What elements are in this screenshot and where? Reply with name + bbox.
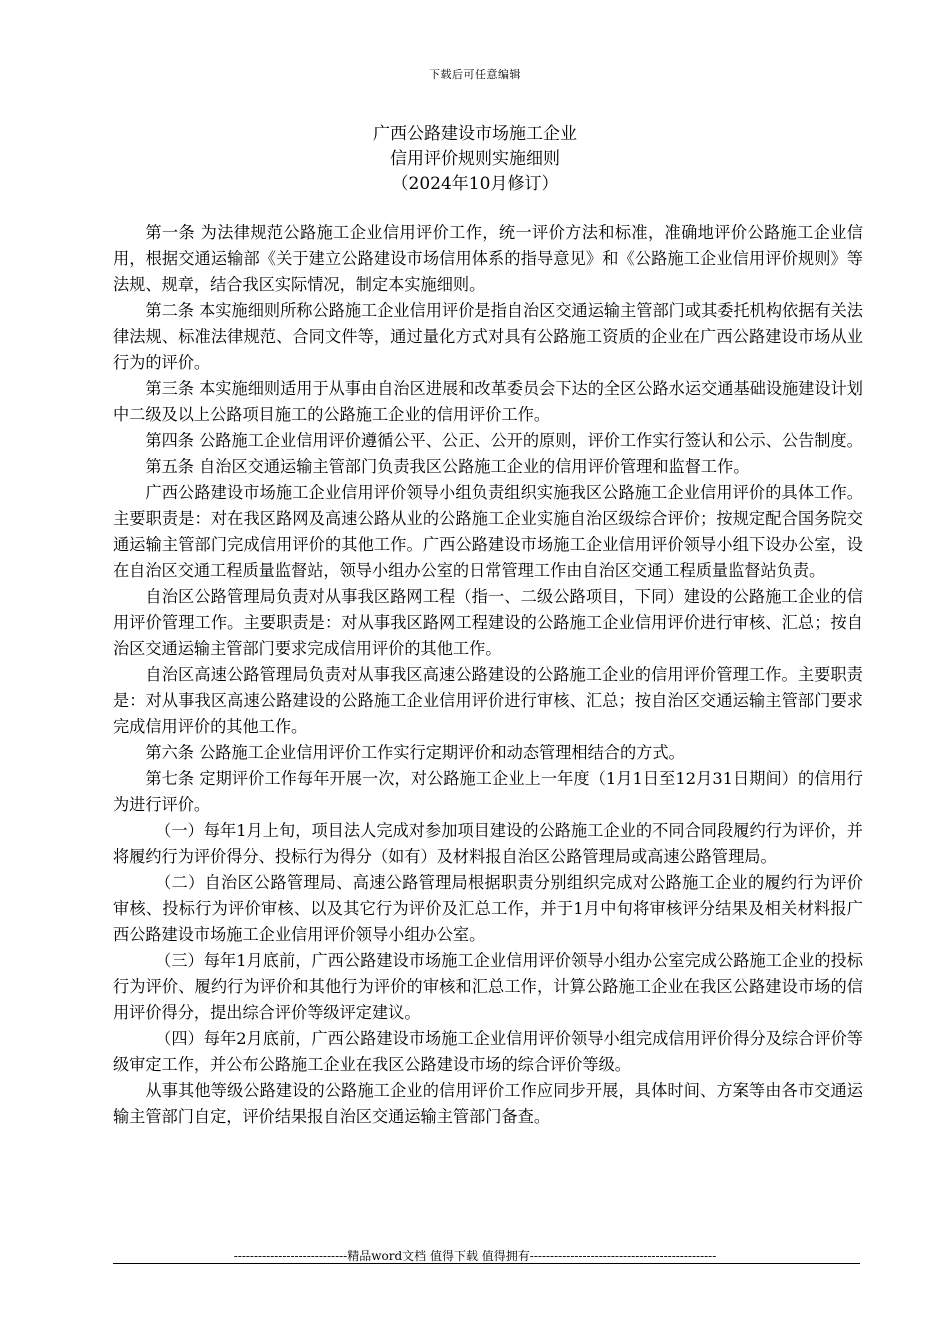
paragraph-expressway-bureau: 自治区高速公路管理局负责对从事我区高速公路建设的公路施工企业的信用评价管理工作。主要职责是：对从事我区高速公路建设的公路施工企业信用评价进行审核、汇总；按自治区交通运输主管部门要求完成信用评价的其他工作。 bbox=[113, 665, 863, 736]
paragraph-other-grades: 从事其他等级公路建设的公路施工企业的信用评价工作应同步开展，具体时间、方案等由各市交通运输主管部门自定，评价结果报自治区交通运输主管部门备查。 bbox=[113, 1081, 863, 1126]
paragraph-leading-group: 广西公路建设市场施工企业信用评价领导小组负责组织实施我区公路施工企业信用评价的具体工作。主要职责是：对在我区路网及高速公路从业的公路施工企业实施自治区级综合评价；按规定配合国务院交通运输主管部门完成信用评价的其他工作。广西公路建设市场施工企业信用评价领导小组下设办公室，设在自治区交通工程质量监督站，领导小组办公室的日常管理工作由自治区交通工程质量监督站负责。 bbox=[113, 483, 863, 580]
title-line-2: 信用评价规则实施细则 bbox=[390, 149, 560, 169]
title-line-1: 广西公路建设市场施工企业 bbox=[373, 124, 577, 144]
paragraph-highway-bureau: 自治区公路管理局负责对从事我区路网工程（指一、二级公路项目，下同）建设的公路施工企业的信用评价管理工作。主要职责是：对从事我区路网工程建设的公路施工企业信用评价进行审核、汇总；按自治区交通运输主管部门要求完成信用评价的其他工作。 bbox=[113, 587, 863, 658]
header-note: 下载后可任意编辑 bbox=[429, 68, 521, 81]
paragraph-article-4: 第四条 公路施工企业信用评价遵循公平、公正、公开的原则，评价工作实行签认和公示、公告制度。 bbox=[145, 431, 863, 450]
paragraph-article-5: 第五条 自治区交通运输主管部门负责我区公路施工企业的信用评价管理和监督工作。 bbox=[145, 457, 750, 476]
paragraph-item-1: （一）每年1月上旬，项目法人完成对参加项目建设的公路施工企业的不同合同段履约行为评价，并将履约行为评价得分、投标行为得分（如有）及材料报自治区公路管理局或高速公路管理局。 bbox=[113, 821, 863, 866]
paragraph-item-2: （二）自治区公路管理局、高速公路管理局根据职责分别组织完成对公路施工企业的履约行为评价审核、投标行为评价审核、以及其它行为评价及汇总工作，并于1月中旬将审核评分结果及相关材料报广西公路建设市场施工企业信用评价领导小组办公室。 bbox=[113, 873, 863, 944]
paragraph-item-4: （四）每年2月底前，广西公路建设市场施工企业信用评价领导小组完成信用评价得分及综合评价等级审定工作，并公布公路施工企业在我区公路建设市场的综合评价等级。 bbox=[113, 1029, 863, 1074]
title-line-3: （2024年10月修订） bbox=[391, 174, 559, 194]
document-title bbox=[0, 122, 950, 197]
paragraph-article-3: 第三条 本实施细则适用于从事由自治区进展和改革委员会下达的全区公路水运交通基础设施建设计划中二级及以上公路项目施工的公路施工企业的信用评价工作。 bbox=[113, 379, 863, 424]
footer-divider bbox=[113, 1263, 860, 1264]
document-body bbox=[113, 220, 863, 1130]
paragraph-article-6: 第六条 公路施工企业信用评价工作实行定期评价和动态管理相结合的方式。 bbox=[145, 743, 685, 762]
paragraph-article-2: 第二条 本实施细则所称公路施工企业信用评价是指自治区交通运输主管部门或其委托机构依据有关法律法规、标准法律规范、合同文件等，通过量化方式对具有公路施工资质的企业在广西公路建设市场从业行为的评价。 bbox=[113, 301, 863, 372]
paragraph-item-3: （三）每年1月底前，广西公路建设市场施工企业信用评价领导小组办公室完成公路施工企业的投标行为评价、履约行为评价和其他行为评价的审核和汇总工作，计算公路施工企业在我区公路建设市场的信用评价得分，提出综合评价等级评定建议。 bbox=[113, 951, 863, 1022]
footer-text: ----------------------------精品word文档 值得下载 值得拥有---------------------------------------------- bbox=[233, 1249, 717, 1263]
paragraph-article-7: 第七条 定期评价工作每年开展一次，对公路施工企业上一年度（1月1日至12月31日期间）的信用行为进行评价。 bbox=[113, 769, 863, 814]
paragraph-article-1: 第一条 为法律规范公路施工企业信用评价工作，统一评价方法和标准，准确地评价公路施工企业信用，根据交通运输部《关于建立公路建设市场信用体系的指导意见》和《公路施工企业信用评价规则》等法规、规章，结合我区实际情况，制定本实施细则。 bbox=[113, 223, 863, 294]
